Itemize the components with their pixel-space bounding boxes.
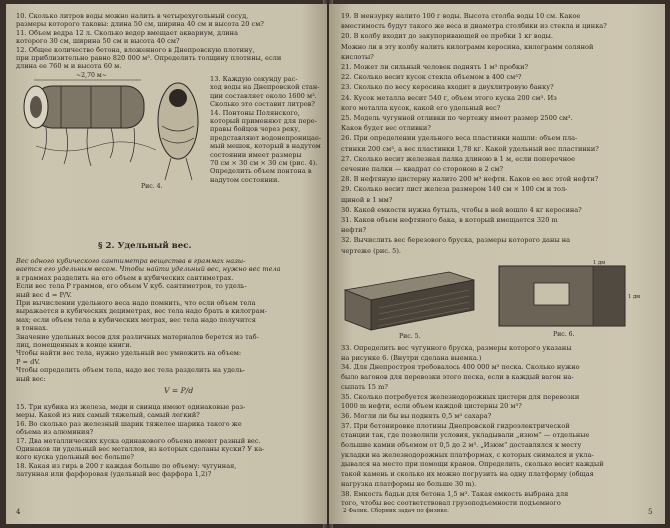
rp-bottom-line: на рисунке 6. (Внутри сделана выемка.)	[341, 353, 482, 362]
rp-top-line: Каков будет вес отливки?	[341, 124, 431, 133]
lp-bottom-line: 16. Во сколько раз железный шарик тяжелее шарика такого же	[16, 419, 242, 428]
rp-bottom-line: 38. Емкость бадьи для бетона 1,5 м³. Такая емкость выбрана для	[341, 489, 569, 498]
lp-side-line: ход воды на Днепровской стан-	[210, 83, 320, 92]
lp-theory-line: ный вес:	[16, 374, 46, 383]
rp-bottom-line: нагрузка платформы не больше 30 m).	[341, 479, 477, 488]
right-page-number: 5	[648, 508, 653, 516]
lp-top-line: при приблизительно равно 820 000 м³. Определить толщину плотины, если	[16, 54, 282, 62]
pontoon-length-label: ~2,70 м~	[76, 72, 107, 79]
lp-bottom-line: 15. Три кубика из железа, меди и свинца имеют одинаковые раз-	[16, 403, 246, 411]
lp-side-line: 14. Понтоны Полянского,	[210, 108, 300, 117]
lp-theory-line: Если вес тела P граммов, его объем V куб. сантиметров, то удель-	[16, 282, 247, 291]
figure-5-caption: Рис. 5.	[399, 333, 421, 340]
lp-theory-line: При вычислении удельного веса надо помнить, что если объем тела	[16, 299, 256, 307]
rp-bottom-line: дывался на место при помощи кранов. Определить, сколько весит каждый	[341, 460, 604, 469]
rp-top-line: 29. Сколько весит лист железа размером 140 см × 100 см и тол-	[341, 185, 568, 194]
lp-bottom-line: латунная или фарфоровая (удельный вес фарфора 1,2)?	[16, 470, 212, 479]
lp-side-line: мый мешок, который в надутом	[210, 142, 321, 151]
lp-theory-line: мах; если объем тела в кубических метрах, вес тела надо получится	[16, 315, 256, 324]
rp-bottom-line: 34. Для Днепростроя требовалось 400 000 м³ песка. Сколько нужно	[341, 363, 580, 372]
rp-top-line: 25. Модель чугунной отливки по чертежу имеет размер 2500 см³.	[341, 114, 573, 122]
lp-side-line: 70 см × 30 см × 30 см (рис. 4).	[210, 159, 318, 167]
lp-side-line: правы бойцов через реку,	[210, 125, 301, 134]
lp-side-line: Сколько это составит литров?	[210, 100, 315, 109]
lp-side-line: ции составляет около 1600 м³.	[210, 91, 317, 100]
right-page	[329, 4, 665, 524]
rp-top-line: щиной в 1 мм?	[341, 195, 393, 204]
rp-bottom-line: того, чтобы вес соответствовал грузоподъемности подъемного	[341, 499, 561, 508]
lp-bottom-line: кого куска удельный вес больше?	[16, 453, 134, 462]
lp-theory-line: в тоннах.	[16, 324, 48, 333]
lp-bottom-line: Одинаков ли удельный вес металлов, из которых сделаны куски? У ка-	[16, 445, 265, 453]
lp-bottom-line: 17. Два металлических куска одинакового объема имеют разный вес.	[16, 436, 261, 445]
lp-theory-line: лиц, помещенных в конце книги.	[16, 341, 132, 349]
lp-theory-line: Чтобы определить объем тела, надо вес тела разделить на удель-	[16, 366, 246, 375]
lp-top-line: 11. Объем ведра 12 л. Сколько ведер вмещает аквариум, длина	[16, 28, 238, 37]
lp-side-line: состоянии имеет размеры	[210, 150, 302, 159]
lp-top-line: которого 30 см, ширина 50 см и высота 40 см?	[16, 37, 180, 46]
rp-bottom-line: было вагонов для перевозки этого песка, если в каждый вагон на-	[341, 373, 574, 382]
figure-6-caption: Рис. 6.	[553, 331, 575, 338]
lp-bottom-line: объема из алюминия?	[16, 428, 94, 437]
rp-bottom-line: 33. Определить вес чугунного бруска, размеры которого указаны	[341, 344, 572, 352]
rp-top-line: 23. Сколько по весу керосина входит в двухлитровую банку?	[341, 83, 554, 92]
left-page-number: 4	[16, 508, 21, 516]
figures-5-6	[339, 258, 651, 340]
volume-formula: V = P/d	[164, 386, 194, 395]
rp-bottom-line: 37. При бетонировке плотины Днепровской гидроэлектрической	[341, 421, 570, 430]
rp-top-line: стинки 200 см³, а вес пластинки 1,78 кг. Какой удельный вес пластинки?	[341, 144, 599, 153]
rp-top-line: 24. Кусок металла весит 540 г, объем этого куска 200 см³. Из	[341, 93, 557, 102]
lp-top-line: размеры которого таковы: длина 50 см, ширина 40 см и высота 20 см?	[16, 20, 264, 29]
lp-bottom-line: 18. Какая из гирь в 200 г каждая больше по объему: чугунная,	[16, 461, 237, 470]
lp-side-line: 13. Каждую секунду рас-	[210, 75, 298, 83]
rp-top-line: 22. Сколько весит кусок стекла объемом в 400 см³?	[341, 73, 522, 82]
rp-top-line: 26. При определении удельного веса пластинки нашли: объем пла-	[341, 134, 578, 143]
rp-bottom-line: 36. Могли ли бы вы поднять 0,5 м³ сахара?	[341, 411, 492, 420]
rp-top-line: нефти?	[341, 226, 367, 235]
left-page	[6, 4, 327, 524]
rp-bottom-line: 35. Сколько потребуется железнодорожных цистерн для перевозки	[341, 392, 580, 401]
footer-signature: 2 Фалик. Сборник задач по физике.	[343, 508, 449, 514]
figure-4-caption: Рис. 4.	[141, 183, 163, 190]
rp-top-line: 31. Каков объем нефтяного бака, в который вмещается 320 m	[341, 216, 558, 224]
rp-top-line: кого металла кусок, какой его удельный вес?	[341, 103, 501, 112]
pontoon-figure	[16, 66, 206, 191]
rp-top-line: кислоты?	[341, 52, 374, 61]
lp-theory-line: выражается в кубических дециметрах, вес тела надо брать в килограм-	[16, 307, 267, 316]
lp-side-line: Определить объем понтона в	[210, 167, 312, 176]
rp-bottom-line: укладки на железнодорожных платформах, с которых снимался и укла-	[341, 450, 594, 459]
lp-theory-line: ный вес d = P/V.	[16, 290, 72, 299]
lp-top-line: длина ее 760 м и высота 60 м.	[16, 62, 122, 71]
rp-top-line: 27. Сколько весит железная палка длиною в 1 м, если поперечное	[341, 154, 575, 163]
lp-top-line: 10. Сколько литров воды можно налить в четырехугольный сосуд,	[16, 12, 249, 20]
rp-top-line: 19. В мензурку налито 100 г воды. Высота столба воды 10 см. Какое	[341, 12, 581, 20]
rp-bottom-line: 1000 m нефти, если объем каждой цистерны 20 м³?	[341, 402, 522, 411]
lp-top-line: 12. Общее количество бетона, вложенного в Днепровскую плотину,	[16, 45, 255, 54]
rp-top-line: Можно ли в эту колбу налить килограмм керосина, килограмм соляной	[341, 42, 594, 51]
rp-bottom-line: станции так, где позволили условия, укладывали „изюм“ — отдельные	[341, 431, 590, 440]
lp-side-line: представляют водонепроницае-	[210, 133, 322, 142]
rp-top-line: сечение палки — квадрат со стороною в 2 см?	[341, 165, 504, 173]
lp-side-line: надутом состоянии.	[210, 175, 280, 184]
lp-theory-line: Значение удельных весов для различных материалов берется из таб-	[16, 332, 259, 341]
rp-bottom-line: большие камни объемом от 0,5 до 2 м³. „Изюм“ доставлялся к месту	[341, 441, 582, 449]
lp-theory-line: Чтобы найти вес тела, нужно удельный вес умножить на объем:	[16, 349, 242, 358]
section-title: § 2. Удельный вес.	[98, 241, 192, 251]
lp-theory-line: в граммах разделить на его объем в кубических сантиметрах.	[16, 273, 234, 282]
rp-top-line: 21. Может ли сильный человек поднять 1 м³ пробки?	[341, 63, 529, 71]
rp-top-line: чертеже (рис. 5).	[341, 246, 402, 255]
lp-theory-line: Вес одного кубического сантиметра вещества в граммах назы-	[16, 257, 246, 265]
rp-top-line: 32. Вычислить вес березового бруска, размеры которого даны на	[341, 236, 571, 245]
lp-theory-line: P = dV.	[16, 357, 41, 366]
rp-top-line: вместимость будут такого же веса и диаметра столбики из стекла и цинка?	[341, 22, 607, 31]
rp-bottom-line: такой камень и сколько их можно погрузить на одну платформу (общая	[341, 470, 594, 479]
lp-theory-line: вается его удельным весом. Чтобы найти удельный вес, нужно вес тела	[16, 265, 281, 274]
rp-top-line: 28. В нефтяную цистерну налито 200 м³ нефти. Каков ее вес этой нефти?	[341, 175, 599, 184]
rp-top-line: 30. Какой емкости нужна бутыль, чтобы в ней вошло 4 кг керосина?	[341, 205, 582, 214]
rp-top-line: 20. В колбу входит до закупоривающей ее пробки 1 кг воды.	[341, 32, 554, 41]
lp-bottom-line: меры. Какой из них самый тяжелый, самый легкий?	[16, 411, 200, 420]
lp-side-line: который применяют для пере-	[210, 117, 317, 125]
figure-6-dim-top: 1 дм	[593, 260, 606, 266]
figure-6-dim-right: 1 дм	[628, 294, 641, 300]
rp-bottom-line: сыпать 15 m?	[341, 382, 388, 391]
